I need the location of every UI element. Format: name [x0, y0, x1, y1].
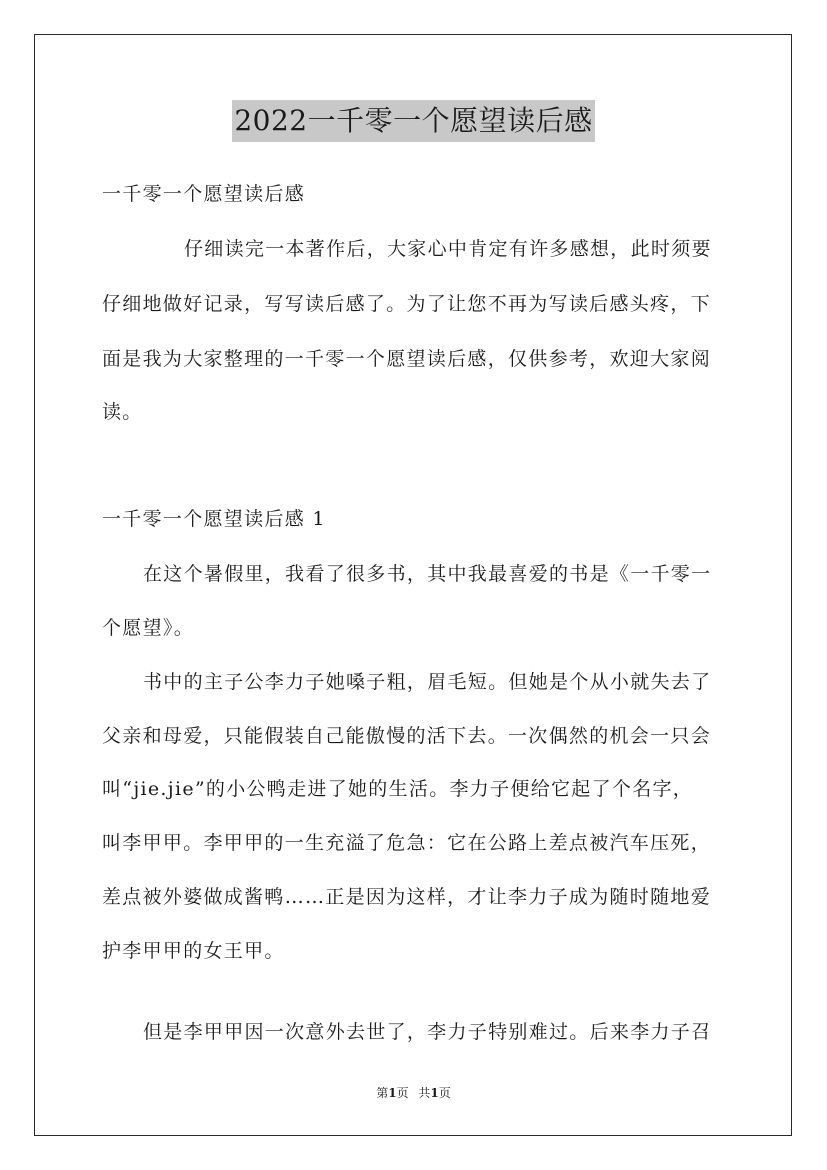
- body-line: 叫李甲甲。李甲甲的一生充溢了危急：它在公路上差点被汽车压死，: [102, 832, 712, 854]
- intro-line: 读。: [102, 401, 143, 423]
- footer-page-suffix: 页: [396, 1086, 409, 1100]
- body-line: 叫“jie.jie”的小公鸭走进了她的生活。李力子便给它起了个名字，: [102, 778, 694, 800]
- body-line: 个愿望》。: [102, 617, 195, 639]
- intro-line: 仔细读完一本著作后，大家心中肯定有许多感想，此时须要: [184, 238, 712, 260]
- footer-prefix: 第: [376, 1086, 389, 1100]
- body-line: 在这个暑假里，我看了很多书，其中我最喜爱的书是《一千零一: [143, 563, 712, 585]
- body-line: 但是李甲甲因一次意外去世了，李力子特别难过。后来李力子召: [143, 1021, 712, 1043]
- body-line: 书中的主子公李力子她嗓子粗，眉毛短。但她是个从小就失去了: [143, 671, 712, 693]
- body-line: 父亲和母爱，只能假装自己能傲慢的活下去。一次偶然的机会一只会: [102, 725, 712, 747]
- document-title-text: 2022一千零一个愿望读后感: [232, 100, 594, 142]
- body-line: 差点被外婆做成酱鸭……正是因为这样，才让李力子成为随时随地爱: [102, 886, 712, 908]
- document-subtitle: 一千零一个愿望读后感: [102, 183, 306, 205]
- intro-line: 仔细地做好记录，写写读后感了。为了让您不再为写读后感头疼，下: [102, 293, 712, 315]
- document-title: [0, 100, 827, 142]
- footer-page-number: 1: [388, 1086, 397, 1100]
- page-footer: [0, 1084, 827, 1101]
- footer-total-number: 1: [430, 1086, 439, 1100]
- section-heading: 一千零一个愿望读后感 1: [102, 508, 326, 530]
- body-line: 护李甲甲的女王甲。: [102, 940, 285, 962]
- footer-total-suffix: 页: [438, 1086, 451, 1100]
- intro-line: 面是我为大家整理的一千零一个愿望读后感，仅供参考，欢迎大家阅: [102, 348, 712, 370]
- footer-total-prefix: 共: [418, 1086, 431, 1100]
